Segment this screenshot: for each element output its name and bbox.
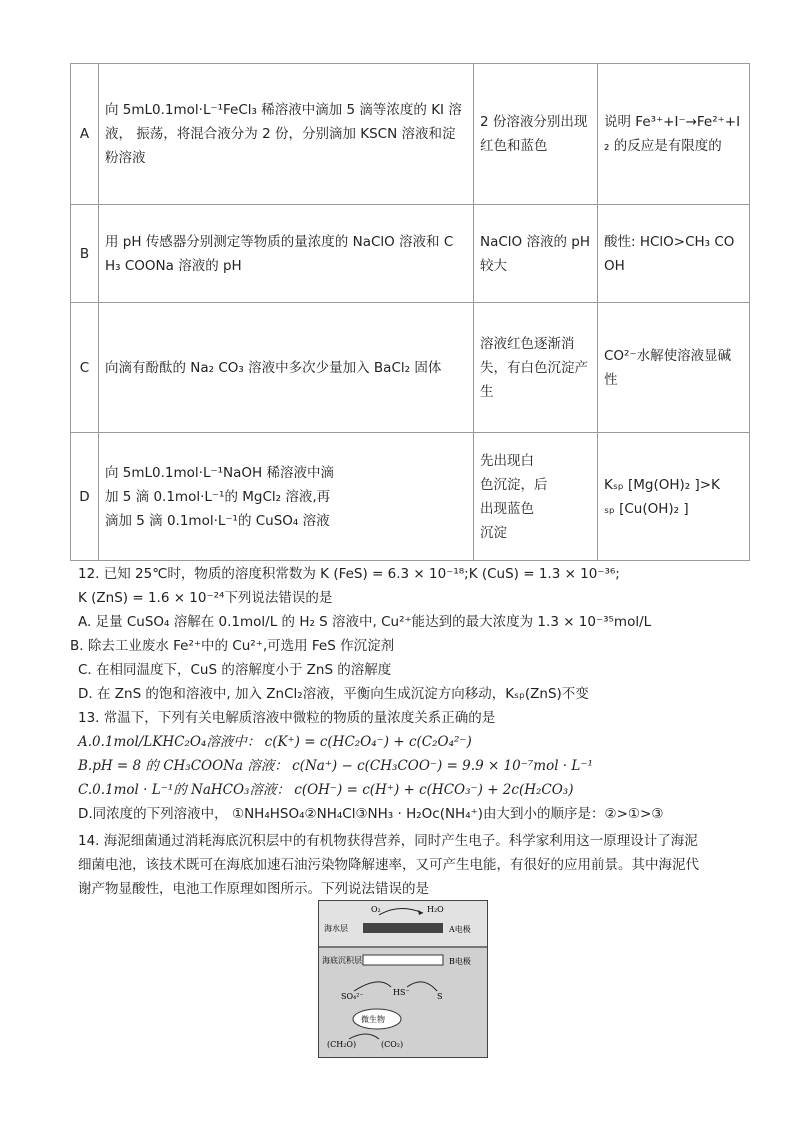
- phenomenon-cell-line: 生: [480, 383, 494, 400]
- phenomenon-cell: [474, 303, 598, 433]
- q12-option-c: C. 在相同温度下，CuS 的溶解度小于 ZnS 的溶解度: [78, 662, 392, 678]
- ch2o-label: (CH₂O): [327, 1040, 357, 1049]
- conclusion-cell-line: CO²⁻水解使溶液显碱性: [604, 347, 732, 388]
- q13-option-d: D.同浓度的下列溶液中， ①NH₄HSO₄②NH₄Cl③NH₃ · H₂Oc(NH₄⁺)由大到小的顺序是：②>①>③: [78, 806, 664, 822]
- q14-line2: 细菌电池，该技术既可在海底加速石油污染物降解速率，又可产生电能，有很好的应用前景。其中海泥代: [78, 857, 699, 873]
- conclusion-cell-line: ₂ 的反应是有限度的: [604, 138, 722, 154]
- operation-cell-line: 粉溶液: [105, 150, 146, 166]
- phenomenon-cell: [474, 64, 598, 205]
- conclusion-cell: [598, 303, 750, 433]
- o2-label: O₂: [371, 905, 381, 914]
- battery-diagram: [318, 900, 488, 1058]
- conclusion-cell-line: 酸性: HClO>CH₃ CO: [604, 233, 735, 250]
- conclusion-cell-line: Kₛₚ [Mg(OH)₂ ]>K: [604, 476, 720, 493]
- q13-option-c: C.0.1mol · L⁻¹的 NaHCO₃溶液： c(OH⁻) = c(H⁺) + c(HCO₃⁻) + 2c(H₂CO₃): [78, 782, 574, 798]
- electrode-a: [363, 923, 443, 933]
- operation-cell-line: 向 5mL0.1mol·L⁻¹FeCl₃ 稀溶液中滴加 5 滴等浓度的 KI 溶: [105, 102, 462, 118]
- co2-label: (CO₂): [381, 1040, 404, 1049]
- table-row: [71, 64, 750, 205]
- row-label: B: [71, 205, 99, 303]
- q12-option-d: D. 在 ZnS 的饱和溶液中, 加入 ZnCl₂溶液，平衡向生成沉淀方向移动，Kₛₚ(ZnS)不变: [78, 686, 589, 702]
- conclusion-cell-line: ₛₚ [Cu(OH)₂ ]: [604, 500, 689, 517]
- row-label: C: [71, 303, 99, 433]
- operation-cell-line: H₃ COONa 溶液的 pH: [105, 257, 242, 274]
- operation-cell-line: 用 pH 传感器分别测定等物质的量浓度的 NaClO 溶液和 C: [105, 233, 454, 250]
- phenomenon-cell-line: 沉淀: [480, 524, 507, 541]
- row-label: A: [71, 64, 99, 205]
- operation-cell: [99, 205, 474, 303]
- q14-line3: 谢产物显酸性，电池工作原理如图所示。下列说法错误的是: [78, 881, 429, 897]
- q13-option-b: B.pH = 8 的 CH₃COONa 溶液： c(Na⁺) − c(CH₃COO⁻) = 9.9 × 10⁻⁷mol · L⁻¹: [78, 758, 593, 774]
- operation-cell-line: 液， 振荡，将混合液分为 2 份，分别滴加 KSCN 溶液和淀: [105, 126, 456, 142]
- experiment-table: [70, 63, 750, 561]
- q12-line1: 12. 已知 25℃时，物质的溶度积常数为 K (FeS) = 6.3 × 10⁻¹⁸;K (CuS) = 1.3 × 10⁻³⁶;: [78, 566, 620, 582]
- phenomenon-cell-line: 2 份溶液分别出现: [480, 114, 588, 130]
- operation-cell: [99, 64, 474, 205]
- operation-cell: [99, 433, 474, 561]
- q13-option-a: A.0.1mol/LKHC₂O₄溶液中： c(K⁺) = c(HC₂O₄⁻) + c(C₂O₄²⁻): [78, 734, 472, 750]
- table-row: [71, 433, 750, 561]
- sediment-label: 海底沉积层: [322, 956, 362, 965]
- electrode-a-label: A电极: [449, 925, 471, 934]
- phenomenon-cell-line: 较大: [480, 257, 507, 274]
- phenomenon-cell-line: 失，有白色沉淀产: [480, 359, 588, 376]
- phenomenon-cell-line: 先出现白: [480, 452, 534, 469]
- table-row: [71, 303, 750, 433]
- q12-line2: K (ZnS) = 1.6 × 10⁻²⁴下列说法错误的是: [78, 590, 333, 606]
- phenomenon-cell-line: 红色和蓝色: [480, 138, 548, 154]
- h2o-label: H₂O: [427, 905, 444, 914]
- conclusion-cell-line: 说明 Fe³⁺+I⁻→Fe²⁺+I: [604, 114, 741, 130]
- table-row: [71, 205, 750, 303]
- operation-cell-line: 向 5mL0.1mol·L⁻¹NaOH 稀溶液中滴: [105, 464, 334, 481]
- s-label: S: [437, 992, 443, 1001]
- operation-cell-line: 滴加 5 滴 0.1mol·L⁻¹的 CuSO₄ 溶液: [105, 512, 330, 529]
- electrode-b: [363, 955, 443, 965]
- so4-label: SO₄²⁻: [341, 992, 364, 1001]
- phenomenon-cell-line: 色沉淀，后: [480, 476, 548, 493]
- q12-option-a: A. 足量 CuSO₄ 溶解在 0.1mol/L 的 H₂ S 溶液中, Cu²⁺能达到的最大浓度为 1.3 × 10⁻³⁵mol/L: [78, 614, 652, 630]
- hs-label: HS⁻: [393, 988, 410, 997]
- phenomenon-cell: [474, 205, 598, 303]
- operation-cell-line: 向滴有酚酞的 Na₂ CO₃ 溶液中多次少量加入 BaCl₂ 固体: [105, 359, 442, 376]
- conclusion-cell-line: OH: [604, 257, 625, 274]
- phenomenon-cell-line: 溶液红色逐渐消: [480, 335, 575, 352]
- operation-cell-line: 加 5 滴 0.1mol·L⁻¹的 MgCl₂ 溶液,再: [105, 488, 331, 505]
- electrode-b-label: B电极: [449, 957, 471, 966]
- conclusion-cell: [598, 205, 750, 303]
- conclusion-cell: [598, 64, 750, 205]
- phenomenon-cell-line: NaClO 溶液的 pH: [480, 233, 590, 250]
- phenomenon-cell: [474, 433, 598, 561]
- row-label: D: [71, 433, 99, 561]
- phenomenon-cell-line: 出现蓝色: [480, 500, 534, 517]
- q12-option-b: B. 除去工业废水 Fe²⁺中的 Cu²⁺,可选用 FeS 作沉淀剂: [70, 638, 395, 654]
- microbe-label: 微生物: [361, 1015, 385, 1024]
- operation-cell: [99, 303, 474, 433]
- q13-stem: 13. 常温下，下列有关电解质溶液中微粒的物质的量浓度关系正确的是: [78, 710, 496, 726]
- q14-line1: 14. 海泥细菌通过消耗海底沉积层中的有机物获得营养，同时产生电子。科学家利用这一原理设计了海泥: [78, 833, 698, 849]
- conclusion-cell: [598, 433, 750, 561]
- seawater-label: 海水层: [324, 924, 348, 933]
